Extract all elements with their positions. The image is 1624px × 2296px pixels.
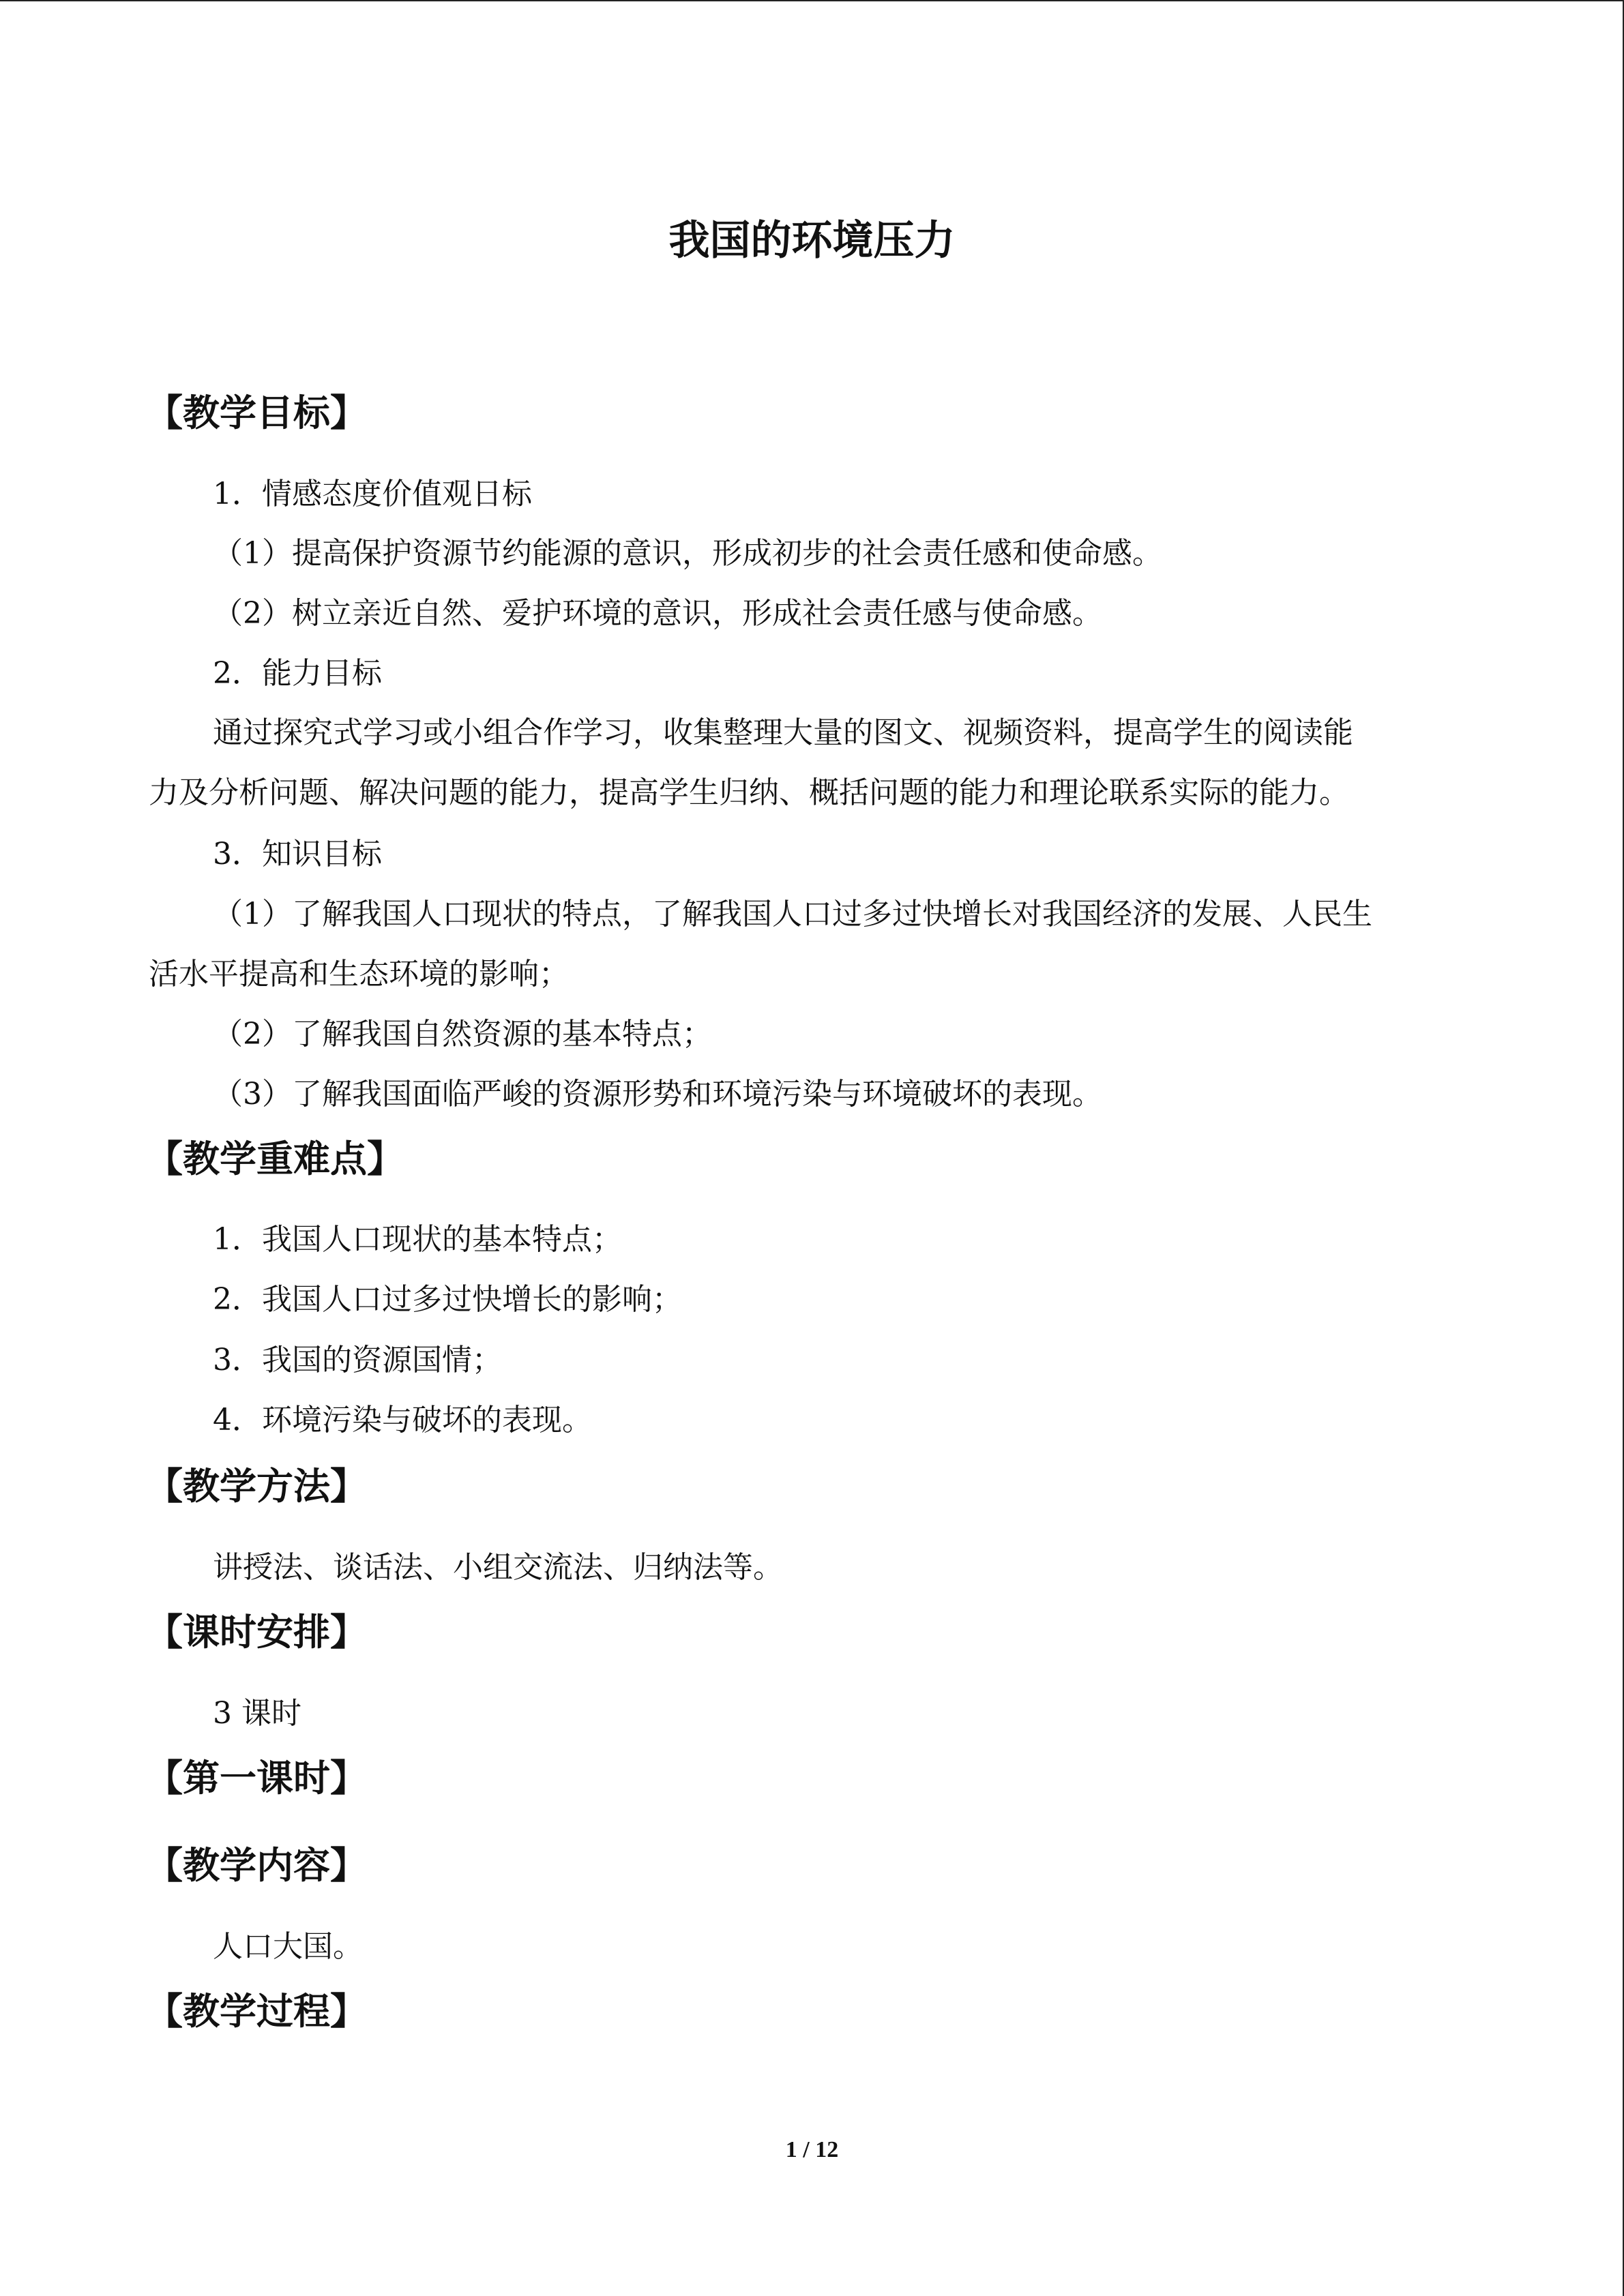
objective-2: 2．能力目标 [213, 656, 382, 691]
content-text: 人口大国。 [213, 1929, 363, 1964]
objective-1-2: （2）树立亲近自然、爱护环境的意识，形成社会责任感与使命感。 [213, 596, 1102, 631]
methods-text: 讲授法、谈话法、小组交流法、归纳法等。 [213, 1550, 783, 1585]
heading-key-points: 【教学重难点】 [146, 1137, 404, 1180]
heading-methods: 【教学方法】 [146, 1465, 367, 1508]
page-title: 我国的环境压力 [668, 217, 956, 265]
objective-3-3: （3）了解我国面临严峻的资源形势和环境污染与环境破坏的表现。 [213, 1077, 1102, 1112]
heading-content: 【教学内容】 [146, 1844, 367, 1887]
objective-1-1: （1）提高保护资源节约能源的意识，形成初步的社会责任感和使命感。 [213, 536, 1162, 571]
objective-3-1-line1: （1）了解我国人口现状的特点，了解我国人口过多过快增长对我国经济的发展、人民生 [213, 897, 1372, 931]
objective-3: 3．知识目标 [213, 837, 382, 871]
key-point-item: 4．环境污染与破坏的表现。 [213, 1403, 592, 1437]
objective-2-text-line2: 力及分析问题、解决问题的能力，提高学生归纳、概括问题的能力和理论联系实际的能力。 [149, 775, 1349, 810]
objective-2-text-line1: 通过探究式学习或小组合作学习，收集整理大量的图文、视频资料，提高学生的阅读能 [213, 715, 1353, 750]
key-point-item: 3．我国的资源国情； [213, 1343, 502, 1377]
heading-objectives: 【教学目标】 [146, 391, 367, 434]
heading-process: 【教学过程】 [146, 1990, 367, 2033]
heading-schedule: 【课时安排】 [146, 1611, 367, 1654]
page-number: 1 / 12 [785, 2137, 839, 2162]
objective-3-1-line2: 活水平提高和生态环境的影响； [149, 957, 569, 992]
schedule-text: 3 课时 [213, 1696, 301, 1731]
objective-3-2: （2）了解我国自然资源的基本特点； [213, 1017, 712, 1052]
objective-1: 1．情感态度价值观日标 [213, 477, 532, 511]
key-point-item: 2．我国人口过多过快增长的影响； [213, 1282, 682, 1317]
key-point-item: 1．我国人口现状的基本特点； [213, 1222, 622, 1257]
heading-lesson-1: 【第一课时】 [146, 1757, 367, 1800]
